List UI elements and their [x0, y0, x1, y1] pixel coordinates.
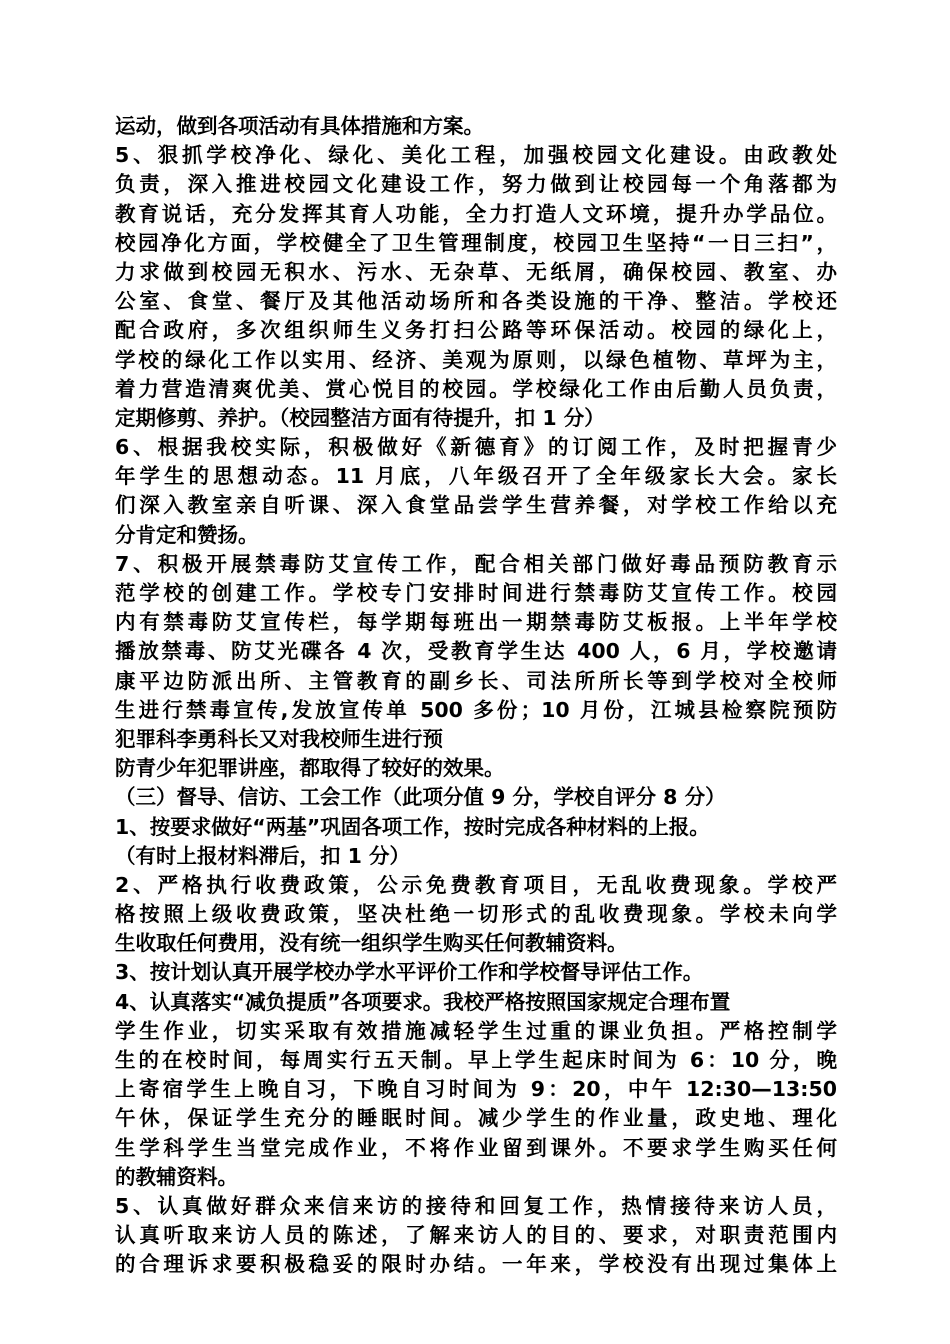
text-line: 格按照上级收费政策，坚决杜绝一切形式的乱收费现象。学校未向学: [115, 902, 837, 927]
text-line: 运动，做到各项活动有具体措施和方案。: [115, 114, 484, 138]
text-line: 犯罪科李勇科长又对我校师生进行预: [115, 726, 443, 751]
text-line: 认真听取来访人员的陈述，了解来访人的目的、要求，对职责范围内: [115, 1223, 837, 1248]
text-line: （三）督导、信访、工会工作（此项分值 9 分，学校自评分 8 分）: [115, 785, 726, 810]
text-line: 上寄宿学生上晚自习，下晚自习时间为 9：20，中午 12:30—13:50: [115, 1077, 837, 1102]
text-line: 年学生的思想动态。11 月底，八年级召开了全年级家长大会。家长: [115, 464, 837, 489]
text-line: 公室、食堂、餐厅及其他活动场所和各类设施的干净、整洁。学校还: [115, 289, 837, 314]
text-line: 的合理诉求要积极稳妥的限时办结。一年来，学校没有出现过集体上: [115, 1252, 837, 1277]
text-line: 教育说话，充分发挥其育人功能，全力打造人文环境，提升办学品位。: [115, 201, 837, 226]
text-line: 生进行禁毒宣传,发放宣传单 500 多份；10 月份，江城县检察院预防: [115, 697, 837, 722]
text-line: 力求做到校园无积水、污水、无杂草、无纸屑，确保校园、教室、办: [115, 259, 837, 284]
text-line: 4、认真落实“减负提质”各项要求。我校严格按照国家规定合理布置: [115, 989, 731, 1014]
text-line: 生学科学生当堂完成作业，不将作业留到课外。不要求学生购买任何: [115, 1135, 837, 1160]
text-line: 6、根据我校实际，积极做好《新德育》的订阅工作，及时把握青少: [115, 435, 837, 460]
text-line: （有时上报材料滞后，扣 1 分）: [115, 843, 411, 868]
text-line: 学校的绿化工作以实用、经济、美观为原则，以绿色植物、草坪为主，: [115, 347, 837, 372]
text-line: 内有禁毒防艾宣传栏，每学期每班出一期禁毒防艾板报。上半年学校: [115, 610, 837, 635]
text-line: 生收取任何费用，没有统一组织学生购买任何教辅资料。: [115, 931, 628, 956]
text-line: 7、积极开展禁毒防艾宣传工作，配合相关部门做好毒品预防教育示: [115, 551, 837, 576]
text-line: 校园净化方面，学校健全了卫生管理制度，校园卫生坚持“一日三扫”，: [115, 230, 837, 255]
text-line: 分肯定和赞扬。: [115, 522, 259, 547]
text-line: 范学校的创建工作。学校专门安排时间进行禁毒防艾宣传工作。校园: [115, 581, 837, 605]
text-line: 生的在校时间，每周实行五天制。早上学生起床时间为 6：10 分，晚: [115, 1048, 837, 1072]
text-line: 着力营造清爽优美、赏心悦目的校园。学校绿化工作由后勤人员负责，: [115, 376, 837, 401]
text-line: 防青少年犯罪讲座，都取得了较好的效果。: [115, 756, 505, 781]
text-line: 2、严格执行收费政策，公示免费教育项目，无乱收费现象。学校严: [115, 872, 837, 897]
text-line: 们深入教室亲自听课、深入食堂品尝学生营养餐，对学校工作给以充: [115, 493, 837, 518]
text-line: 午休，保证学生充分的睡眠时间。减少学生的作业量，政史地、理化: [115, 1106, 837, 1131]
document-body: [115, 112, 837, 1280]
text-line: 康平边防派出所、主管教育的副乡长、司法所所长等到学校对全校师: [115, 668, 837, 693]
text-line: 3、按计划认真开展学校办学水平评价工作和学校督导评估工作。: [115, 960, 704, 985]
text-line: 播放禁毒、防艾光碟各 4 次，受教育学生达 400 人，6 月，学校邀请: [115, 639, 837, 664]
text-line: 1、按要求做好“两基”巩固各项工作，按时完成各种材料的上报。: [115, 814, 710, 839]
text-line: 5、狠抓学校净化、绿化、美化工程，加强校园文化建设。由政教处: [115, 143, 837, 168]
text-line: 定期修剪、养护。（校园整洁方面有待提升，扣 1 分）: [115, 405, 605, 430]
text-line: 5、认真做好群众来信来访的接待和回复工作，热情接待来访人员，: [115, 1193, 837, 1218]
text-line: 负责，深入推进校园文化建设工作，努力做到让校园每一个角落都为: [115, 172, 837, 197]
text-line: 的教辅资料。: [115, 1164, 238, 1189]
text-line: 学生作业，切实采取有效措施减轻学生过重的课业负担。严格控制学: [115, 1018, 837, 1043]
text-line: 配合政府，多次组织师生义务打扫公路等环保活动。校园的绿化上，: [115, 318, 837, 343]
